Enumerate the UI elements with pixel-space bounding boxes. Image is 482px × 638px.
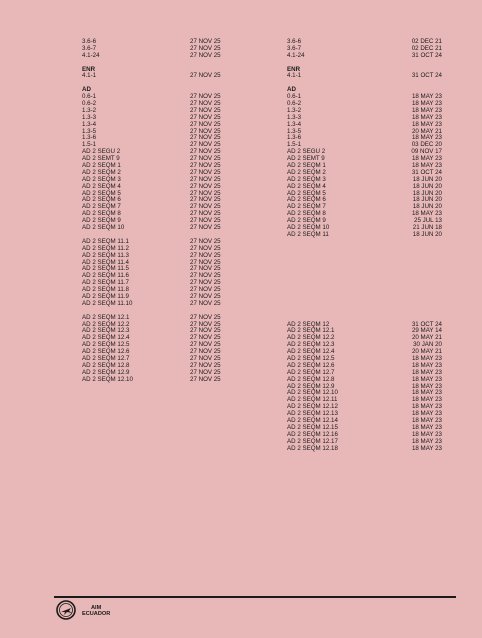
page-reference: 0.6-2 [82, 100, 97, 108]
effective-date: 27 NOV 25 [190, 134, 221, 142]
page-reference: AD 2 SEQM 12 [287, 320, 330, 328]
spacer [287, 253, 442, 260]
effective-date: 25 JUL 13 [414, 217, 442, 225]
effective-date: 27 NOV 25 [190, 375, 221, 383]
page-reference: AD 2 SEQM 12.5 [287, 354, 335, 362]
effective-date: 09 NOV 17 [411, 148, 442, 156]
page-reference: AD 2 SEQM 1 [287, 162, 326, 170]
effective-date: 18 MAY 23 [411, 354, 442, 362]
page-reference: AD 2 SEQM 12.12 [287, 403, 338, 411]
page-reference: AD 2 SEQM 12.1 [287, 327, 335, 335]
effective-date: 27 NOV 25 [190, 320, 221, 328]
page-reference: AD 2 SEGU 2 [82, 148, 121, 156]
effective-date: 18 MAY 23 [411, 93, 442, 101]
page-reference: 1.3-3 [287, 113, 302, 121]
effective-date: 27 NOV 25 [190, 72, 221, 80]
spacer [287, 246, 442, 253]
effective-date: 18 MAY 23 [411, 120, 442, 128]
page-reference: AD 2 SEQM 11 [287, 230, 329, 238]
effective-date: 18 MAY 23 [411, 368, 442, 376]
effective-date: 31 OCT 24 [411, 51, 442, 59]
effective-date: 27 NOV 25 [190, 168, 221, 176]
effective-date: 27 NOV 25 [190, 299, 221, 307]
page-reference: 3.6-6 [82, 38, 97, 45]
footer-divider [54, 596, 456, 598]
page-reference: AD 2 SEQM 12.2 [82, 320, 130, 328]
effective-date: 27 NOV 25 [190, 175, 221, 183]
page-reference: AD 2 SEQM 12.6 [82, 348, 130, 356]
page-reference: AD 2 SEQM 5 [287, 189, 326, 197]
effective-date: 18 MAY 23 [411, 106, 442, 114]
effective-date: 03 DEC 20 [411, 141, 442, 149]
effective-date: 27 NOV 25 [190, 286, 221, 294]
page-reference: AD 2 SEQM 7 [82, 203, 121, 211]
list-item [82, 73, 232, 80]
spacer [287, 301, 442, 308]
effective-date: 27 NOV 25 [190, 292, 221, 300]
spacer [287, 266, 442, 273]
effective-date: 27 NOV 25 [190, 361, 221, 369]
effective-date: 27 NOV 25 [190, 189, 221, 197]
page-reference: AD 2 SEQM 12.14 [287, 416, 338, 424]
list-item [287, 73, 442, 80]
effective-date: 18 MAY 23 [411, 210, 442, 218]
page-reference: 3.6-6 [287, 38, 302, 45]
page-reference: AD 2 SEQM 7 [287, 203, 326, 211]
page-reference: 1.3-5 [82, 127, 97, 135]
page-reference: AD 2 SEMT 9 [287, 155, 325, 163]
page-reference: AD 2 SEQM 9 [287, 217, 326, 225]
effective-date: 27 NOV 25 [190, 127, 221, 135]
page-reference: AD 2 SEQM 12.3 [82, 327, 130, 335]
effective-date: 27 NOV 25 [190, 354, 221, 362]
effective-date: 27 NOV 25 [190, 313, 221, 321]
page-reference: AD 2 SEQM 12.8 [82, 361, 130, 369]
footer-logo-text [82, 605, 110, 617]
effective-date: 20 MAY 21 [411, 127, 442, 135]
left-column [82, 39, 232, 384]
footer-line1: AIM [91, 605, 102, 611]
effective-date: 18 MAY 23 [411, 430, 442, 438]
page-reference: 1.3-2 [82, 106, 97, 114]
page-reference: AD 2 SEQM 11.6 [82, 272, 129, 280]
list-item [287, 53, 442, 60]
page-reference: AD 2 SEQM 12.15 [287, 423, 338, 431]
effective-date: 27 NOV 25 [190, 203, 221, 211]
effective-date: 18 MAY 23 [411, 382, 442, 390]
page-reference: 4.1-1 [82, 72, 97, 80]
effective-date: 27 NOV 25 [190, 258, 221, 266]
effective-date: 18 MAY 23 [411, 361, 442, 369]
effective-date: 18 MAY 23 [411, 134, 442, 142]
list-item [82, 377, 232, 384]
page-reference: AD 2 SEQM 11.3 [82, 251, 129, 259]
spacer [287, 80, 442, 87]
page-reference: AD 2 SEQM 11.8 [82, 286, 129, 294]
section-heading: AD [287, 86, 296, 94]
page-reference: AD 2 SEQM 12.7 [287, 368, 335, 376]
page-reference: AD 2 SEQM 12.9 [82, 368, 130, 376]
page-reference: AD 2 SEQM 12.8 [287, 375, 335, 383]
effective-date: 27 NOV 25 [190, 265, 221, 273]
page-reference: 0.6-2 [287, 100, 302, 108]
effective-date: 18 MAY 23 [411, 162, 442, 170]
page-reference: 4.1-24 [287, 51, 305, 59]
section-heading: ENR [82, 65, 96, 73]
effective-date: 27 NOV 25 [190, 44, 221, 52]
effective-date: 27 NOV 25 [190, 106, 221, 114]
list-item [82, 225, 232, 232]
page-reference: AD 2 SEQM 5 [82, 189, 121, 197]
page-reference: AD 2 SEQM 1 [82, 162, 121, 170]
page-reference: AD 2 SEQM 12.9 [287, 382, 335, 390]
page-reference: AD 2 SEQM 8 [82, 210, 121, 218]
effective-date: 20 MAY 21 [411, 348, 442, 356]
effective-date: 27 NOV 25 [190, 93, 221, 101]
page-reference: 1.3-4 [82, 120, 97, 128]
effective-date: 27 NOV 25 [190, 182, 221, 190]
page-reference: AD 2 SEQM 6 [82, 196, 121, 204]
effective-date: 30 JAN 20 [413, 341, 442, 349]
page-reference: AD 2 SEQM 11.9 [82, 292, 129, 300]
page-reference: AD 2 SEQM 12.18 [287, 444, 338, 452]
effective-date: 29 MAY 14 [411, 327, 442, 335]
page-reference: AD 2 SEGU 2 [287, 148, 326, 156]
effective-date: 18 JUN 20 [412, 196, 442, 204]
effective-date: 18 MAY 23 [411, 403, 442, 411]
effective-date: 27 NOV 25 [190, 279, 221, 287]
effective-date: 18 MAY 23 [411, 396, 442, 404]
effective-date: 27 NOV 25 [190, 368, 221, 376]
effective-date: 18 MAY 23 [411, 113, 442, 121]
effective-date: 27 NOV 25 [190, 113, 221, 121]
spacer [287, 239, 442, 246]
effective-date: 02 DEC 21 [411, 38, 442, 45]
page-reference: AD 2 SEQM 4 [287, 182, 326, 190]
effective-date: 27 NOV 25 [190, 224, 221, 232]
page-reference: AD 2 SEQM 2 [287, 168, 326, 176]
page-reference: 4.1-1 [287, 72, 302, 80]
page-reference: 0.6-1 [287, 93, 302, 101]
page-reference: AD 2 SEQM 12.11 [287, 396, 338, 404]
page-reference: AD 2 SEQM 12.7 [82, 354, 130, 362]
effective-date: 18 MAY 23 [411, 437, 442, 445]
effective-date: 31 OCT 24 [411, 320, 442, 328]
page-reference: 3.6-7 [82, 44, 97, 52]
effective-date: 27 NOV 25 [190, 272, 221, 280]
list-item [82, 301, 232, 308]
effective-date: 21 JUN 18 [412, 224, 442, 232]
page-reference: AD 2 SEQM 12.4 [82, 334, 130, 342]
page-reference: AD 2 SEQM 3 [287, 175, 326, 183]
effective-date: 27 NOV 25 [190, 334, 221, 342]
page-reference: AD 2 SEQM 12.17 [287, 437, 338, 445]
section-heading: AD [82, 86, 91, 94]
effective-date: 18 JUN 20 [412, 182, 442, 190]
effective-date: 20 MAY 21 [411, 334, 442, 342]
page-reference: AD 2 SEQM 11.7 [82, 279, 129, 287]
page-reference: AD 2 SEQM 12.6 [287, 361, 335, 369]
page-reference: 1.3-6 [82, 134, 97, 142]
effective-date: 18 MAY 23 [411, 389, 442, 397]
page-reference: AD 2 SEQM 11.1 [82, 237, 129, 245]
effective-date: 27 NOV 25 [190, 348, 221, 356]
effective-date: 31 OCT 24 [411, 168, 442, 176]
effective-date: 18 JUN 20 [412, 189, 442, 197]
page-reference: 3.6-7 [287, 44, 302, 52]
effective-date: 27 NOV 25 [190, 251, 221, 259]
spacer [287, 60, 442, 67]
effective-date: 27 NOV 25 [190, 120, 221, 128]
effective-date: 18 JUN 20 [412, 230, 442, 238]
effective-date: 27 NOV 25 [190, 51, 221, 59]
page-reference: AD 2 SEQM 12.10 [287, 389, 338, 397]
effective-date: 27 NOV 25 [190, 237, 221, 245]
effective-date: 18 MAY 23 [411, 155, 442, 163]
effective-date: 27 NOV 25 [190, 148, 221, 156]
section-heading: ENR [287, 65, 301, 73]
spacer [287, 280, 442, 287]
page-reference: AD 2 SEQM 3 [82, 175, 121, 183]
effective-date: 27 NOV 25 [190, 155, 221, 163]
page-reference: 1.5-1 [287, 141, 302, 149]
effective-date: 27 NOV 25 [190, 141, 221, 149]
page-reference: 1.5-1 [82, 141, 97, 149]
effective-date: 27 NOV 25 [190, 341, 221, 349]
page-reference: AD 2 SEQM 11.10 [82, 299, 133, 307]
list-item [82, 53, 232, 60]
page-reference: AD 2 SEQM 10 [82, 224, 125, 232]
list-item [287, 446, 442, 453]
footer-line2: ECUADOR [82, 611, 111, 617]
effective-date: 27 NOV 25 [190, 210, 221, 218]
effective-date: 18 JUN 20 [412, 203, 442, 211]
effective-date: 27 NOV 25 [190, 244, 221, 252]
page-reference: AD 2 SEQM 12.16 [287, 430, 338, 438]
spacer [287, 287, 442, 294]
page-reference: AD 2 SEQM 11.5 [82, 265, 129, 273]
spacer [82, 60, 232, 67]
page-reference: AD 2 SEQM 12.1 [82, 313, 130, 321]
spacer [287, 260, 442, 267]
page-reference: AD 2 SEQM 8 [287, 210, 326, 218]
effective-date: 27 NOV 25 [190, 100, 221, 108]
effective-date: 18 MAY 23 [411, 416, 442, 424]
page-reference: AD 2 SEQM 12.4 [287, 348, 335, 356]
spacer [287, 273, 442, 280]
page-reference: AD 2 SEQM 2 [82, 168, 121, 176]
page-reference: 1.3-3 [82, 113, 97, 121]
effective-date: 27 NOV 25 [190, 327, 221, 335]
page-reference: 4.1-24 [82, 51, 100, 59]
effective-date: 18 JUN 20 [412, 175, 442, 183]
page-reference: AD 2 SEQM 12.10 [82, 375, 133, 383]
effective-date: 18 MAY 23 [411, 444, 442, 452]
page-reference: AD 2 SEQM 9 [82, 217, 121, 225]
page-reference: AD 2 SEQM 12.5 [82, 341, 130, 349]
page-reference: AD 2 SEQM 11.2 [82, 244, 129, 252]
page-reference: AD 2 SEQM 4 [82, 182, 121, 190]
effective-date: 18 MAY 23 [411, 100, 442, 108]
effective-date: 27 NOV 25 [190, 162, 221, 170]
right-column [287, 39, 442, 452]
page-reference: AD 2 SEQM 12.2 [287, 334, 335, 342]
page-reference: AD 2 SEQM 12.13 [287, 410, 338, 418]
effective-date: 27 NOV 25 [190, 38, 221, 45]
page-reference: AD 2 SEQM 10 [287, 224, 330, 232]
effective-date: 02 DEC 21 [411, 44, 442, 52]
effective-date: 27 NOV 25 [190, 217, 221, 225]
page-reference: AD 2 SEQM 12.3 [287, 341, 335, 349]
effective-date: 27 NOV 25 [190, 196, 221, 204]
page-reference: AD 2 SEQM 6 [287, 196, 326, 204]
list-item [287, 232, 442, 239]
page-reference: AD 2 SEMT 9 [82, 155, 120, 163]
page-reference: 1.3-5 [287, 127, 302, 135]
aircraft-emblem-icon [56, 600, 76, 620]
page-reference: 0.6-1 [82, 93, 97, 101]
page-reference: 1.3-6 [287, 134, 302, 142]
page-reference: 1.3-4 [287, 120, 302, 128]
effective-date: 18 MAY 23 [411, 423, 442, 431]
effective-date: 31 OCT 24 [411, 72, 442, 80]
spacer [287, 308, 442, 315]
effective-date: 18 MAY 23 [411, 375, 442, 383]
page-reference: 1.3-2 [287, 106, 302, 114]
spacer [82, 80, 232, 87]
page-reference: AD 2 SEQM 11.4 [82, 258, 129, 266]
spacer [287, 294, 442, 301]
effective-date: 18 MAY 23 [411, 410, 442, 418]
